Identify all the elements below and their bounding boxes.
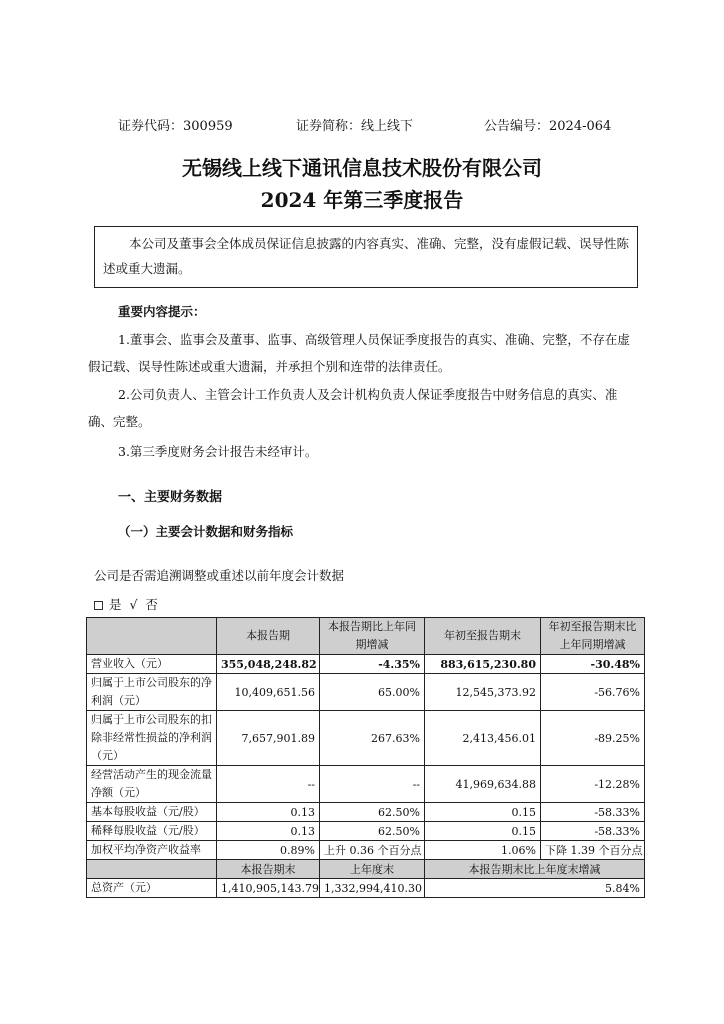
retro-adjust-question: 公司是否需追溯调整或重述以前年度会计数据 (94, 568, 345, 583)
row-label: 归属于上市公司股东的扣除非经常性损益的净利润（元） (87, 711, 217, 766)
table-cell: -56.76% (541, 674, 645, 711)
table-cell: -58.33% (541, 822, 645, 841)
table-cell: 62.50% (320, 822, 425, 841)
table-cell: 355,048,248.82 (217, 655, 320, 674)
table-cell: 5.84% (425, 879, 645, 898)
table-row (87, 674, 645, 711)
table-cell: -89.25% (541, 711, 645, 766)
header-cell: 上年度末 (320, 860, 425, 879)
table-cell: 2,413,456.01 (425, 711, 541, 766)
table-cell: 上升 0.36 个百分点 (320, 841, 425, 860)
table-cell: 12,545,373.92 (425, 674, 541, 711)
table-cell: 883,615,230.80 (425, 655, 541, 674)
table-cell: 267.63% (320, 711, 425, 766)
header-cell: 本报告期末 (217, 860, 320, 879)
retro-adjust-answer: 是 √ 否 (109, 597, 160, 612)
table-cell: 0.89% (217, 841, 320, 860)
disclosure-statement-box: 本公司及董事会全体成员保证信息披露的内容真实、准确、完整，没有虚假记载、误导性陈述或重大遗漏。 (94, 226, 638, 288)
table-subheader-row (87, 860, 645, 879)
document-header (0, 115, 724, 135)
row-label: 归属于上市公司股东的净利润（元） (87, 674, 217, 711)
table-row (87, 711, 645, 766)
table-row (87, 841, 645, 860)
row-label: 加权平均净资产收益率 (87, 841, 217, 860)
table-row (87, 766, 645, 803)
table-cell: 0.13 (217, 803, 320, 822)
table-row (87, 803, 645, 822)
table-cell: 62.50% (320, 803, 425, 822)
table-cell: 1,332,994,410.30 (320, 879, 425, 898)
tip-item-2: 2.公司负责人、主管会计工作负责人及会计机构负责人保证季度报告中财务信息的真实、准确、完整。 (88, 387, 618, 429)
row-label: 经营活动产生的现金流量净额（元） (87, 766, 217, 803)
table-row (87, 655, 645, 674)
tip-item-1: 1.董事会、监事会及董事、监事、高级管理人员保证季度报告的真实、准确、完整，不存在虚假记载、误导性陈述或重大遗漏，并承担个别和连带的法律责任。 (88, 332, 630, 374)
tips-heading: 重要内容提示： (118, 304, 206, 319)
tip-item-3: 3.第三季度财务会计报告未经审计。 (118, 444, 318, 459)
table-cell: 1.06% (425, 841, 541, 860)
table-cell: 41,969,634.88 (425, 766, 541, 803)
table-cell: -58.33% (541, 803, 645, 822)
table-cell: 0.13 (217, 822, 320, 841)
header-cell: 本报告期 (217, 618, 320, 655)
table-header-row (87, 618, 645, 655)
table-cell: -4.35% (320, 655, 425, 674)
table-row (87, 822, 645, 841)
financial-data-table (86, 617, 645, 898)
company-title: 无锡线上线下通讯信息技术股份有限公司 (182, 156, 542, 180)
table-cell: -30.48% (541, 655, 645, 674)
table-cell: 65.00% (320, 674, 425, 711)
report-title: 2024 年第三季度报告 (260, 188, 464, 212)
table-cell: 0.15 (425, 822, 541, 841)
section-heading: 一、主要财务数据 (118, 490, 223, 505)
notice-number: 公告编号：2024-064 (484, 119, 612, 134)
table-cell: -12.28% (541, 766, 645, 803)
row-label: 营业收入（元） (87, 655, 217, 674)
table-row (87, 879, 645, 898)
table-cell: 10,409,651.56 (217, 674, 320, 711)
header-cell: 年初至报告期末 (425, 618, 541, 655)
header-cell: 本报告期末比上年度末增减 (425, 860, 645, 879)
table-cell: -- (217, 766, 320, 803)
subsection-heading: （一）主要会计数据和财务指标 (118, 524, 294, 539)
table-cell: -- (320, 766, 425, 803)
stock-code: 证券代码：300959 (118, 119, 233, 134)
stock-abbreviation: 证券简称：线上线下 (296, 119, 414, 134)
row-label: 稀释每股收益（元/股） (87, 822, 217, 841)
checkbox-icon (94, 601, 103, 610)
table-cell: 下降 1.39 个百分点 (541, 841, 645, 860)
row-label: 总资产（元） (87, 879, 217, 898)
header-cell: 本报告期比上年同期增减 (320, 618, 425, 655)
retro-adjust-options (94, 595, 160, 613)
row-label: 基本每股收益（元/股） (87, 803, 217, 822)
table-cell: 1,410,905,143.79 (217, 879, 320, 898)
table-cell: 7,657,901.89 (217, 711, 320, 766)
header-cell (87, 618, 217, 655)
table-cell: 0.15 (425, 803, 541, 822)
header-cell (87, 860, 217, 879)
header-cell: 年初至报告期末比上年同期增减 (541, 618, 645, 655)
